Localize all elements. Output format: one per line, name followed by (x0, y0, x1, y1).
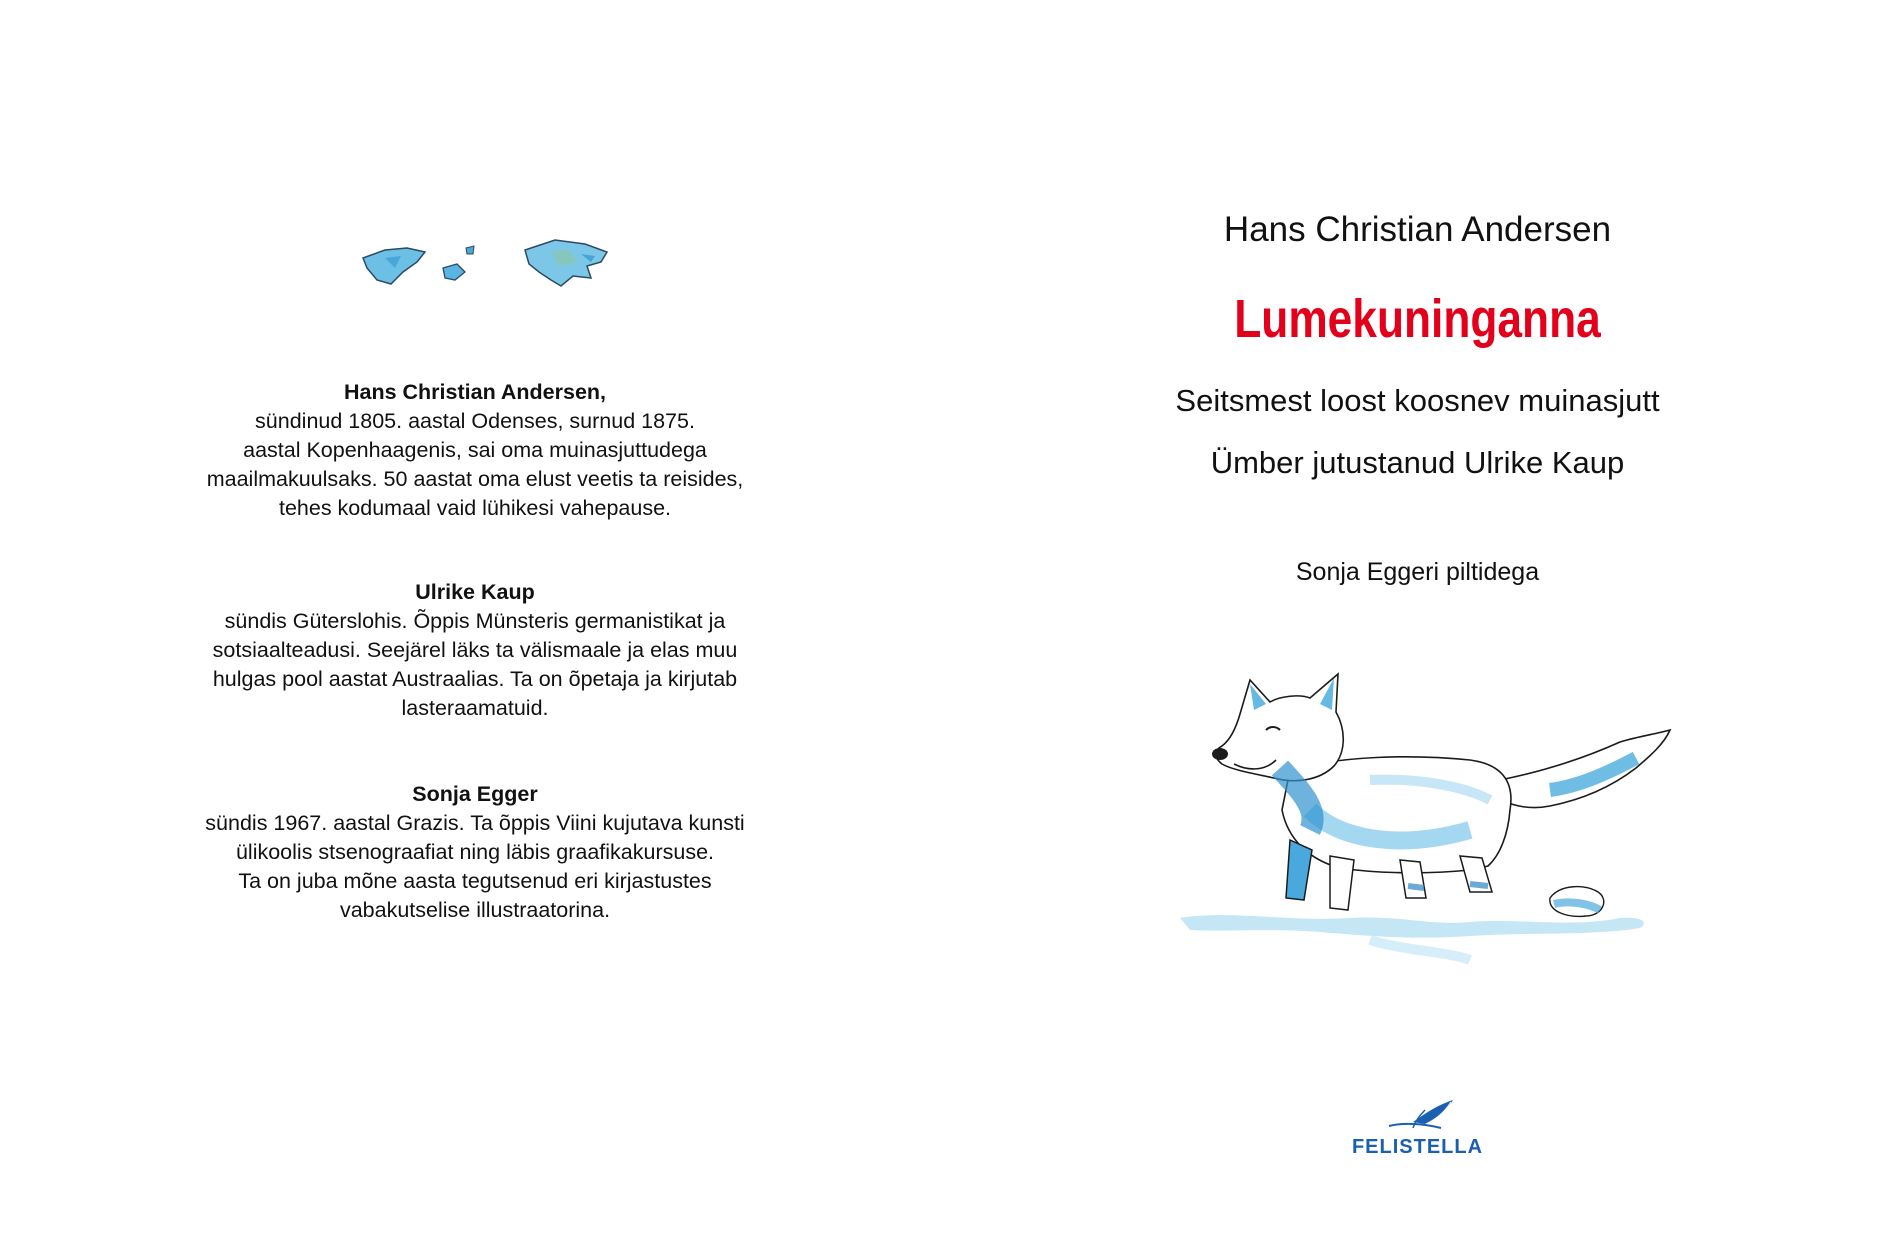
bio-kaup (150, 578, 800, 723)
bio-line: sündinud 1805. aastal Odenses, surnud 1875. (255, 409, 695, 433)
book-subtitle: Seitsmest loost koosnev muinasjutt (1175, 383, 1660, 418)
bio-line: maailmakuulsaks. 50 aastat oma elust veetis ta reisides, (206, 467, 744, 491)
bio-line: hulgas pool aastat Austraalias. Ta on õpetaja ja kirjutab (212, 667, 738, 691)
illustrator-credit: Sonja Eggeri piltidega (1295, 558, 1540, 586)
wolf-illustration-icon (1170, 660, 1680, 980)
bio-line: tehes kodumaal vaid lühikesi vahepause. (278, 496, 672, 520)
bio-line: aastal Kopenhaagenis, sai oma muinasjuttudega (243, 438, 707, 462)
bio-line: sündis 1967. aastal Grazis. Ta õppis Viini kujutava kunsti (205, 811, 745, 835)
reteller-credit: Ümber jutustanud Ulrike Kaup (1210, 445, 1625, 480)
right-page (945, 0, 1890, 1240)
bio-line: vabakutselise illustraatorina. (339, 898, 611, 922)
bio-name: Ulrike Kaup (415, 580, 535, 604)
ice-shards-icon (355, 228, 615, 298)
bio-line: Ta on juba mõne aasta tegutsenud eri kirjastustes (238, 869, 712, 893)
bio-name: Sonja Egger (412, 782, 538, 806)
bio-line: sotsiaalteadusi. Seejärel läks ta välismaale ja elas muu (212, 638, 738, 662)
bio-name: Hans Christian Andersen, (343, 380, 607, 404)
author-name: Hans Christian Andersen (1223, 210, 1612, 249)
book-title: Lumekuninganna (1234, 289, 1601, 349)
bio-line: ülikoolis stsenograafiat ning läbis graafikakursuse. (235, 840, 715, 864)
publisher-name: FELISTELLA (1351, 1136, 1484, 1158)
bio-line: lasteraamatuid. (401, 696, 549, 720)
bio-andersen (150, 378, 800, 523)
bio-egger (150, 780, 800, 925)
bio-line: sündis Güterslohis. Õppis Münsteris germanistikat ja (224, 609, 726, 633)
